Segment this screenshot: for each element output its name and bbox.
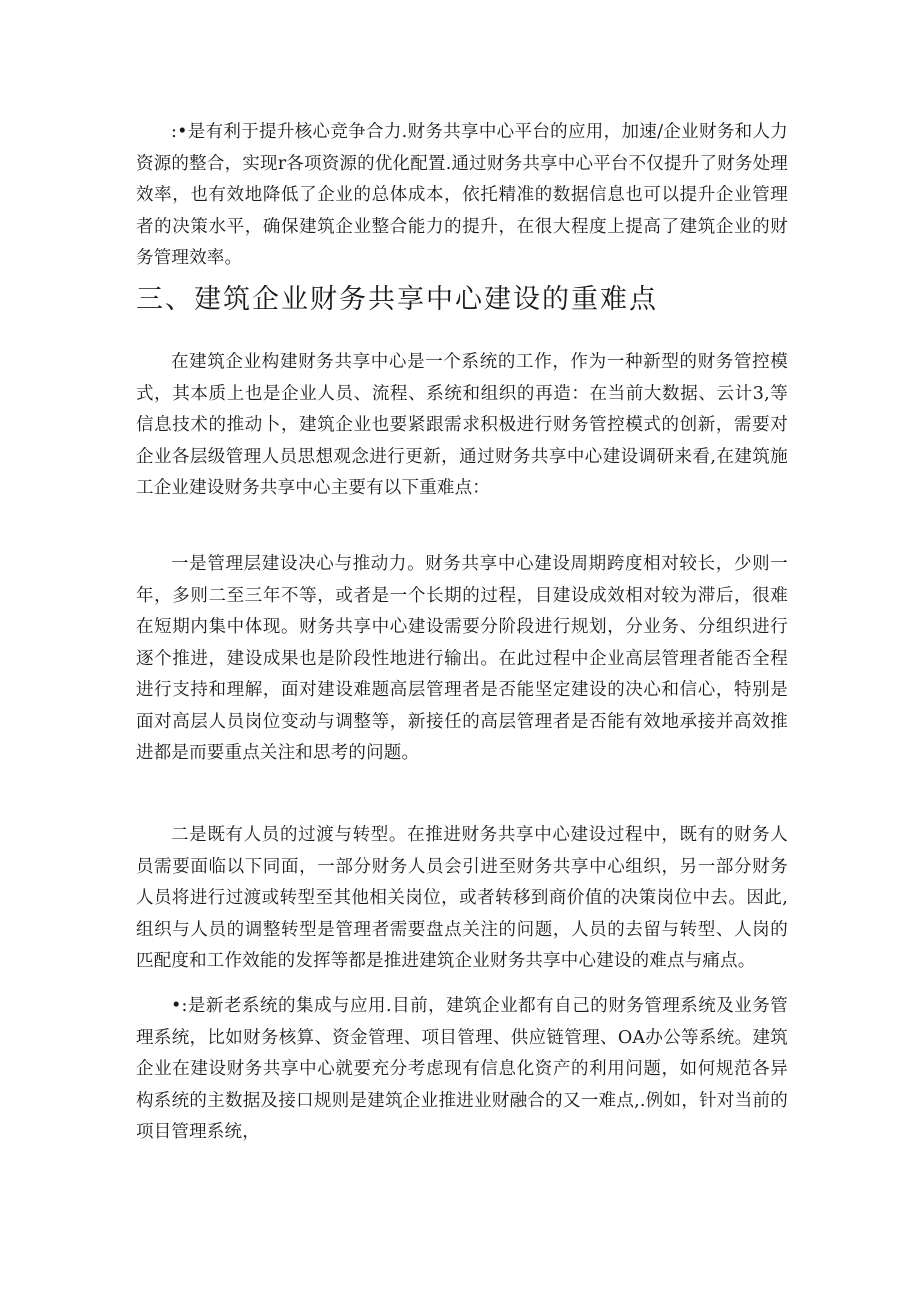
paragraph-staff-transition: 二是既有人员的过渡与转型。在推进财务共享中心建设过程中，既有的财务人员需要面临以下同面，一部分财务人员会引进至财务共享中心组织，另一部分财务人员将进行过渡或转型至其他相关岗位，或者转移到商价值的决策岗位中去。因此,组织与人员的调整转型是管理者需要盘点关注的问题，人员的去留与转型、人岗的匹配度和工作效能的发挥等都是推进建筑企业财务共享中心建设的难点与痛点。 bbox=[136, 825, 788, 971]
paragraph-management-determination: 一是管理层建设决心与推动力。财务共享中心建设周期跨度相对较长，少则一年，多则二至三年不等，或者是一个长期的过程，目建设成效相对较为滞后，很难在短期内集中体现。财务共享中心建设需要分阶段进行规划，分业务、分组织进行逐个推进，建设成果也是阶段性地进行输出。在此过程中企业高层管理者能否全程进行支持和理解，面对建设难题高层管理者是否能坚定建设的决心和信心，特别是面对高层人员岗位变动与调整等，新接任的高层管理者是否能有效地承接并高效推进都是而要重点关注和思考的问题。 bbox=[136, 554, 788, 763]
section-heading-key-difficulties: 三、建筑企业财务共享中心建设的重难点 bbox=[136, 284, 658, 315]
paragraph-system-integration: •:是新老系统的集成与应用.目前，建筑企业都有自己的财务管理系统及业务管理系统，比如财务核算、资金管理、项目管理、供应链管理、OA办公等系统。建筑企业在建设财务共享中心就要充分考虑现有信息化资产的利用问题，如何规范各异构系统的主数据及接口规则是建筑企业推进业财融合的又一难点,.例如，针对当前的项目管理系统， bbox=[136, 996, 788, 1142]
paragraph-core-competitiveness: :•是有利于提升核心竞争合力.财务共享中心平台的应用，加速/企业财务和人力资源的整合，实现r各项资源的优化配置.通过财务共享中心平台不仅提升了财务处理效率，也有效地降低了企业的总体成本，依托精准的数据信息也可以提升企业管理者的决策水平，确保建筑企业整合能力的提升，在很大程度上提高了建筑企业的财务管理效率。 bbox=[136, 122, 788, 268]
paragraph-system-work-intro: 在建筑企业构建财务共享中心是一个系统的工作，作为一种新型的财务管控模式，其本质上也是企业人员、流程、系统和组织的再造：在当前大数据、云计3,等信息技术的推动卜，建筑企业也要紧跟需求积极进行财务管控模式的创新，需要对企业各层级管理人员思想观念进行更新，通过财务共享中心建设调研来看,在建筑施工企业建设财务共享中心主要有以下重难点： bbox=[136, 352, 788, 498]
